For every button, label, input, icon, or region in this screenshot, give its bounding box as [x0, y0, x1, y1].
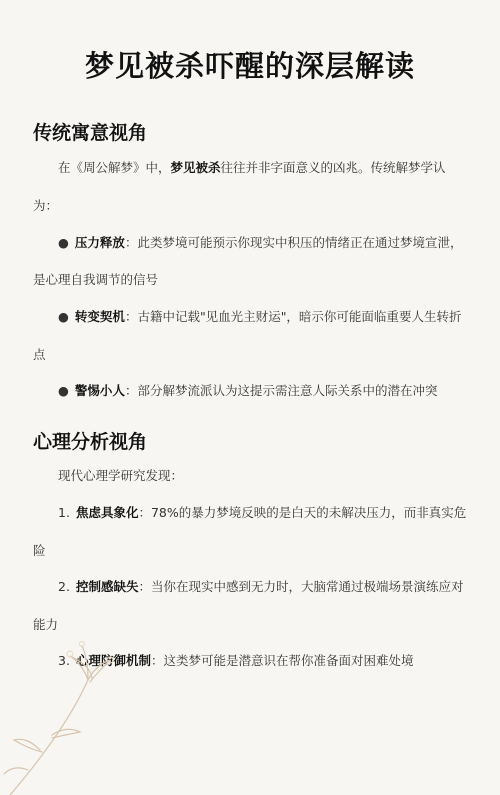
list-item-continuation: 点	[33, 347, 46, 362]
bullet-icon: ●	[58, 235, 69, 250]
intro-text-bold: 梦见被杀	[170, 160, 221, 175]
list-item	[58, 503, 466, 521]
list-item-text: ：78%的暴力梦境反映的是白天的未解决压力，而非真实危	[138, 505, 467, 520]
section-heading-traditional: 传统寓意视角	[33, 122, 148, 144]
section2-intro: 现代心理学研究发现：	[58, 468, 184, 483]
list-item-label: 控制感缺失	[75, 579, 139, 594]
list-item-continuation: 是心理自我调节的信号	[33, 272, 159, 287]
list-number: 1.	[58, 505, 70, 520]
list-item-text: ：当你在现实中感到无力时，大脑常通过极端场景演练应对	[138, 579, 464, 594]
intro-paragraph-line1	[58, 158, 446, 176]
list-item-text: ：这类梦可能是潜意识在帮你准备面对困难处境	[150, 653, 414, 668]
list-number: 3.	[58, 653, 70, 668]
list-item-continuation: 能力	[33, 617, 59, 632]
list-item	[58, 381, 437, 399]
intro-text-post: 往往并非字面意义的凶兆。传统解梦学认	[220, 160, 446, 175]
list-item	[58, 577, 463, 595]
list-number: 2.	[58, 579, 70, 594]
page-title: 梦见被杀吓醒的深层解读	[84, 49, 415, 83]
list-item-label: 焦虑具象化	[75, 505, 139, 520]
list-item-label: 压力释放	[74, 235, 125, 250]
list-item-label: 警惕小人	[74, 383, 125, 398]
bullet-icon: ●	[58, 383, 69, 398]
list-item-text: ：部分解梦流派认为这提示需注意人际关系中的潜在冲突	[124, 383, 438, 398]
list-item-continuation: 险	[33, 543, 46, 558]
intro-text-pre: 在《周公解梦》中，	[58, 160, 171, 175]
list-item	[58, 233, 462, 251]
bullet-icon: ●	[58, 309, 69, 324]
list-item-text: ：此类梦境可能预示你现实中积压的情绪正在通过梦境宣泄，	[124, 235, 463, 250]
intro-paragraph-line2: 为：	[33, 198, 59, 213]
flower-decoration-icon	[0, 620, 200, 795]
list-item-label: 转变契机	[74, 309, 125, 324]
section-heading-psychology: 心理分析视角	[33, 431, 148, 453]
list-item-label: 心理防御机制	[75, 653, 151, 668]
list-item	[58, 307, 461, 325]
list-item-text: ：古籍中记载"见血光主财运"，暗示你可能面临重要人生转折	[124, 309, 462, 324]
